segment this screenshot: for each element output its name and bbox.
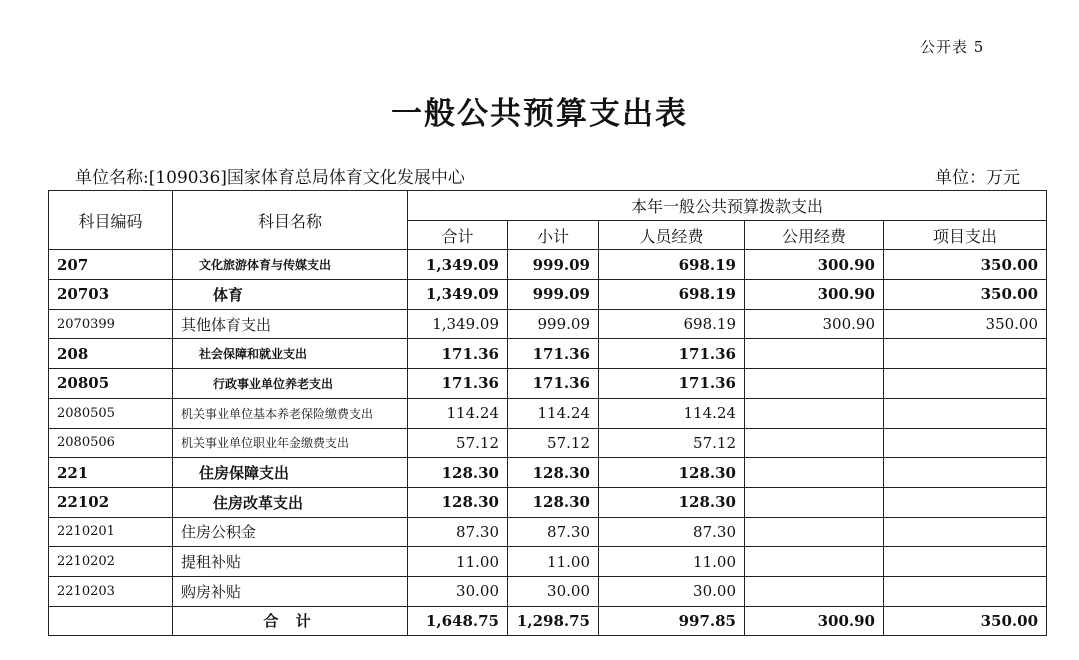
cell-name: 住房改革支出 <box>173 487 408 517</box>
cell-name: 文化旅游体育与传媒支出 <box>173 250 408 280</box>
cell-subtotal: 999.09 <box>508 280 599 310</box>
table-row <box>49 280 1047 310</box>
cell-code: 221 <box>49 458 173 488</box>
cell-subtotal: 114.24 <box>508 398 599 428</box>
cell-project <box>884 576 1047 606</box>
cell-project <box>884 428 1047 458</box>
cell-code: 2210202 <box>49 547 173 577</box>
cell-project: 350.00 <box>884 280 1047 310</box>
cell-public <box>745 398 884 428</box>
cell-personnel: 698.19 <box>599 280 745 310</box>
cell-name: 住房公积金 <box>173 517 408 547</box>
cell-name: 住房保障支出 <box>173 458 408 488</box>
cell-code <box>49 606 173 636</box>
cell-project <box>884 458 1047 488</box>
total-cell-total: 1,648.75 <box>408 606 508 636</box>
table-row <box>49 487 1047 517</box>
cell-public <box>745 339 884 369</box>
cell-personnel: 171.36 <box>599 369 745 399</box>
header-project: 项目支出 <box>884 220 1047 250</box>
total-cell-subtotal: 1,298.75 <box>508 606 599 636</box>
cell-name: 体育 <box>173 280 408 310</box>
cell-name: 机关事业单位基本养老保险缴费支出 <box>173 398 408 428</box>
cell-public <box>745 517 884 547</box>
cell-subtotal: 171.36 <box>508 369 599 399</box>
cell-total: 128.30 <box>408 487 508 517</box>
cell-public <box>745 547 884 577</box>
table-row <box>49 576 1047 606</box>
cell-code: 22102 <box>49 487 173 517</box>
header-name: 科目名称 <box>173 191 408 250</box>
cell-subtotal: 999.09 <box>508 309 599 339</box>
cell-personnel: 128.30 <box>599 458 745 488</box>
header-subtotal: 小计 <box>508 220 599 250</box>
cell-total: 87.30 <box>408 517 508 547</box>
form-number: 公开表 5 <box>920 38 985 56</box>
cell-subtotal: 57.12 <box>508 428 599 458</box>
cell-personnel: 57.12 <box>599 428 745 458</box>
cell-name: 购房补贴 <box>173 576 408 606</box>
cell-project <box>884 339 1047 369</box>
cell-code: 2210203 <box>49 576 173 606</box>
cell-project <box>884 547 1047 577</box>
header-personnel: 人员经费 <box>599 220 745 250</box>
cell-total: 1,349.09 <box>408 309 508 339</box>
cell-total: 114.24 <box>408 398 508 428</box>
cell-project <box>884 517 1047 547</box>
cell-code: 207 <box>49 250 173 280</box>
total-row <box>49 606 1047 636</box>
cell-code: 2210201 <box>49 517 173 547</box>
cell-personnel: 128.30 <box>599 487 745 517</box>
cell-personnel: 11.00 <box>599 547 745 577</box>
cell-total: 11.00 <box>408 547 508 577</box>
cell-name: 行政事业单位养老支出 <box>173 369 408 399</box>
budget-table <box>48 190 1047 636</box>
cell-personnel: 171.36 <box>599 339 745 369</box>
cell-personnel: 698.19 <box>599 309 745 339</box>
cell-project <box>884 369 1047 399</box>
header-code: 科目编码 <box>49 191 173 250</box>
cell-project: 350.00 <box>884 309 1047 339</box>
cell-project <box>884 398 1047 428</box>
unit-name: 单位名称:[109036]国家体育总局体育文化发展中心 <box>75 168 465 188</box>
cell-total: 1,349.09 <box>408 280 508 310</box>
cell-project: 350.00 <box>884 250 1047 280</box>
total-cell-public: 300.90 <box>745 606 884 636</box>
page-title: 一般公共预算支出表 <box>391 96 688 132</box>
header-row-1 <box>49 191 1047 221</box>
cell-total: 30.00 <box>408 576 508 606</box>
cell-personnel: 698.19 <box>599 250 745 280</box>
cell-name: 其他体育支出 <box>173 309 408 339</box>
cell-personnel: 87.30 <box>599 517 745 547</box>
cell-total: 1,349.09 <box>408 250 508 280</box>
cell-personnel: 30.00 <box>599 576 745 606</box>
cell-subtotal: 11.00 <box>508 547 599 577</box>
cell-public <box>745 369 884 399</box>
table-row <box>49 517 1047 547</box>
table-row <box>49 309 1047 339</box>
header-public: 公用经费 <box>745 220 884 250</box>
total-cell-label: 合 计 <box>173 606 408 636</box>
cell-code: 2070399 <box>49 309 173 339</box>
cell-total: 171.36 <box>408 369 508 399</box>
header-total: 合计 <box>408 220 508 250</box>
cell-public: 300.90 <box>745 250 884 280</box>
cell-code: 2080505 <box>49 398 173 428</box>
cell-code: 20703 <box>49 280 173 310</box>
unit-label: 单位：万元 <box>935 168 1020 188</box>
cell-public <box>745 458 884 488</box>
table-row <box>49 369 1047 399</box>
cell-personnel: 114.24 <box>599 398 745 428</box>
cell-public: 300.90 <box>745 280 884 310</box>
table-row <box>49 458 1047 488</box>
table-row <box>49 398 1047 428</box>
cell-code: 2080506 <box>49 428 173 458</box>
cell-subtotal: 999.09 <box>508 250 599 280</box>
cell-subtotal: 128.30 <box>508 458 599 488</box>
table-row <box>49 547 1047 577</box>
cell-code: 208 <box>49 339 173 369</box>
cell-subtotal: 30.00 <box>508 576 599 606</box>
cell-subtotal: 128.30 <box>508 487 599 517</box>
cell-total: 57.12 <box>408 428 508 458</box>
cell-subtotal: 171.36 <box>508 339 599 369</box>
cell-code: 20805 <box>49 369 173 399</box>
total-cell-project: 350.00 <box>884 606 1047 636</box>
cell-public <box>745 487 884 517</box>
header-group: 本年一般公共预算拨款支出 <box>408 191 1047 221</box>
cell-name: 机关事业单位职业年金缴费支出 <box>173 428 408 458</box>
cell-subtotal: 87.30 <box>508 517 599 547</box>
cell-name: 社会保障和就业支出 <box>173 339 408 369</box>
total-cell-personnel: 997.85 <box>599 606 745 636</box>
cell-project <box>884 487 1047 517</box>
cell-total: 128.30 <box>408 458 508 488</box>
table-row <box>49 339 1047 369</box>
cell-public: 300.90 <box>745 309 884 339</box>
cell-total: 171.36 <box>408 339 508 369</box>
cell-public <box>745 428 884 458</box>
cell-public <box>745 576 884 606</box>
table-row <box>49 428 1047 458</box>
cell-name: 提租补贴 <box>173 547 408 577</box>
table-row <box>49 250 1047 280</box>
